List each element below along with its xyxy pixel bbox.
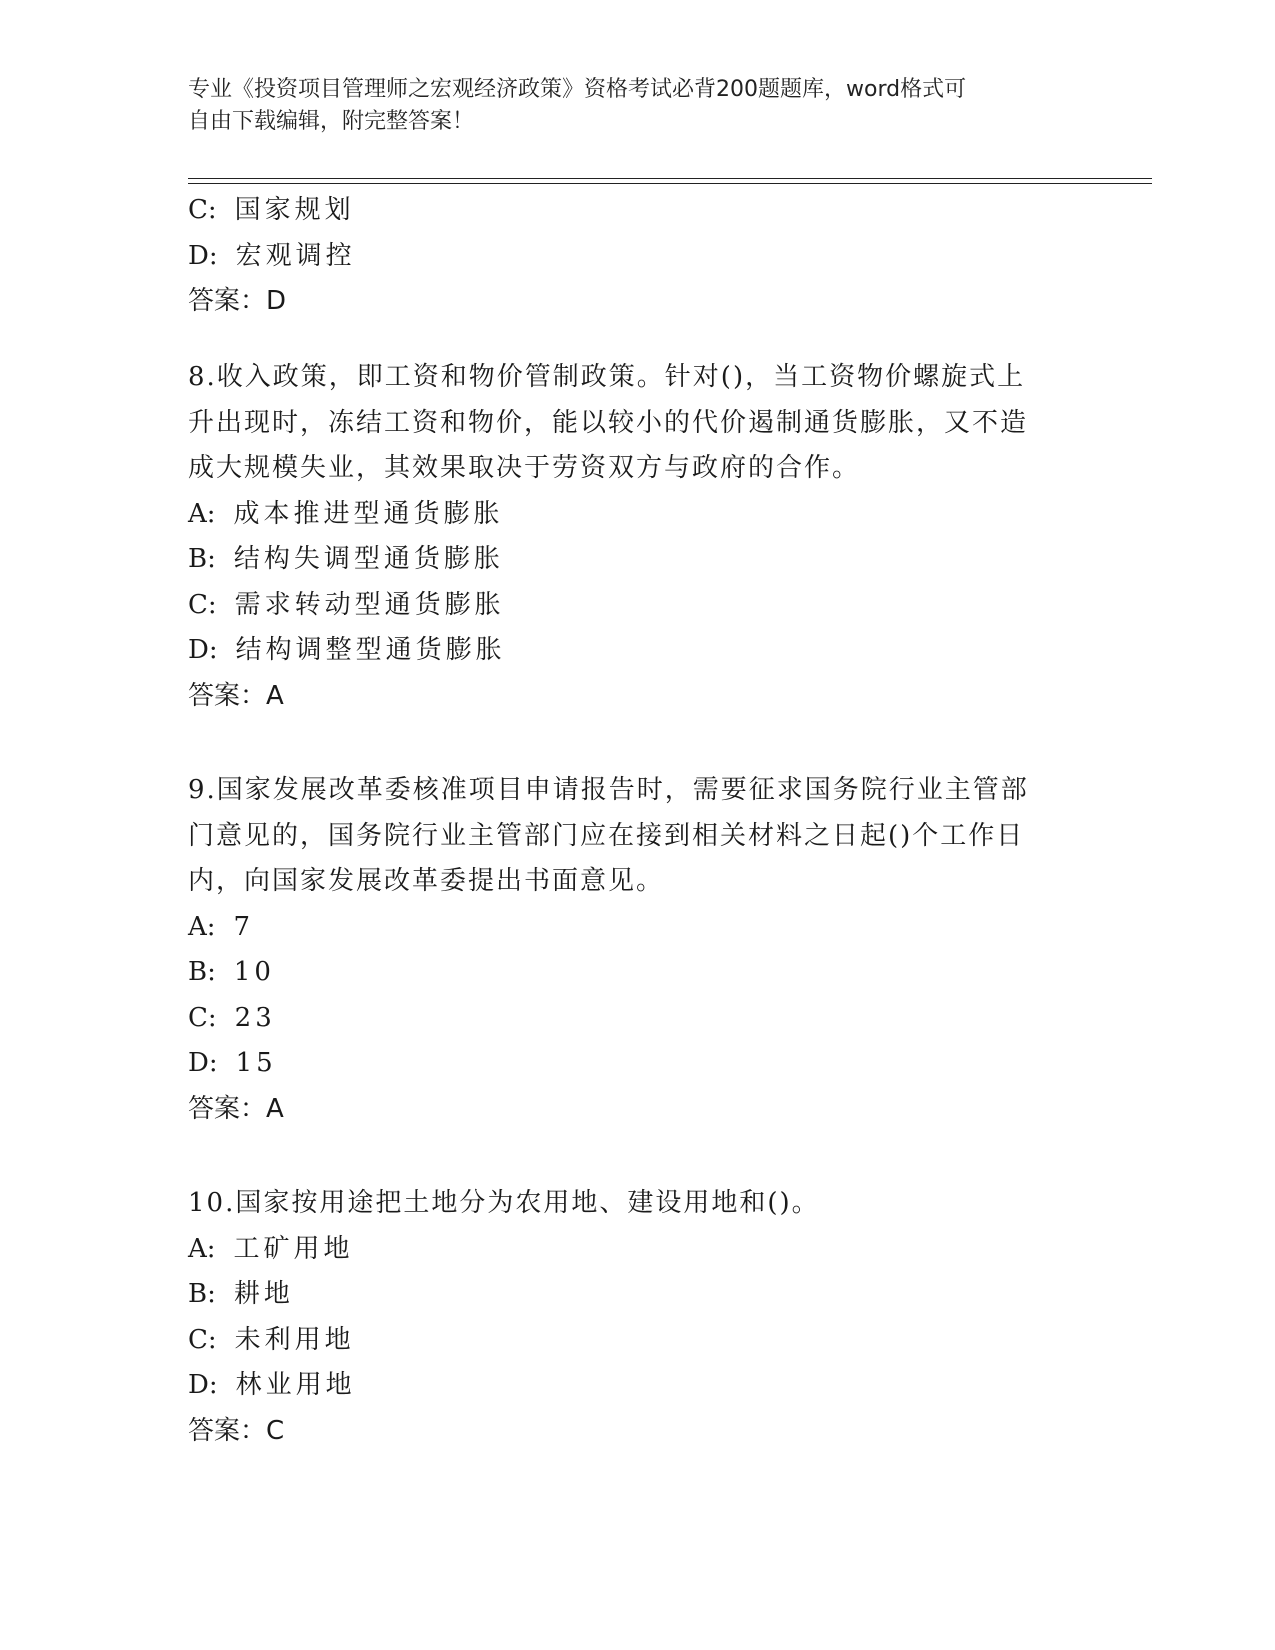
- option-label: C:: [188, 1324, 217, 1355]
- answer-line: 答案：D: [188, 286, 287, 316]
- option-text: 林业用地: [235, 1370, 356, 1400]
- option-c: [188, 583, 1068, 629]
- option-text: 23: [234, 1002, 276, 1033]
- option-text: 10: [233, 957, 275, 987]
- stem-line: 升出现时，冻结工资和物价，能以较小的代价遏制通货膨胀，又不造: [188, 407, 1029, 438]
- option-text: 结构失调型通货膨胀: [233, 544, 504, 574]
- option-c: [188, 1318, 1068, 1364]
- header-line-1: 专业《投资项目管理师之宏观经济政策》资格考试必背200题题库，word格式可: [188, 77, 967, 102]
- option-label: C:: [188, 195, 217, 225]
- option-text: 结构调整型通货膨胀: [235, 635, 506, 665]
- option-b: [188, 1272, 1068, 1318]
- option-label: A:: [188, 498, 216, 529]
- option-label: C:: [188, 589, 217, 620]
- answer-line: 答案：A: [188, 1093, 284, 1124]
- question-8: [188, 355, 1068, 719]
- option-label: D:: [188, 1370, 218, 1400]
- option-d: [188, 234, 1068, 280]
- option-text: 成本推进型通货膨胀: [233, 498, 504, 529]
- stem-line: 门意见的，国务院行业主管部门应在接到相关材料之日起()个工作日: [188, 820, 1025, 851]
- answer-line: 答案：C: [188, 1415, 285, 1446]
- header-line-2: 自由下载编辑，附完整答案！: [188, 109, 475, 134]
- option-label: C:: [188, 1002, 217, 1033]
- option-c: [188, 996, 1068, 1042]
- option-text: 耕地: [233, 1279, 294, 1309]
- option-label: A:: [188, 1233, 216, 1264]
- option-a: [188, 905, 1068, 951]
- option-label: B:: [188, 544, 216, 574]
- option-label: B:: [188, 957, 216, 987]
- option-label: D:: [188, 635, 218, 665]
- question-stem: [188, 355, 1068, 492]
- header-divider-bottom: [188, 183, 1152, 184]
- option-text: 7: [233, 911, 255, 942]
- option-label: D:: [188, 240, 218, 271]
- option-c: [188, 188, 1068, 234]
- option-label: D:: [188, 1048, 218, 1078]
- option-d: [188, 628, 1068, 674]
- stem-line: 成大规模失业，其效果取决于劳资双方与政府的合作。: [188, 453, 861, 483]
- option-text: 工矿用地: [233, 1233, 354, 1264]
- header-divider-top: [188, 178, 1152, 179]
- stem-line: 9.国家发展改革委核准项目申请报告时，需要征求国务院行业主管部: [188, 775, 1029, 805]
- question-7-tail: [188, 188, 1068, 325]
- option-text: 需求转动型通货膨胀: [234, 589, 505, 620]
- stem-line: 8.收入政策，即工资和物价管制政策。针对()，当工资物价螺旋式上: [188, 362, 1026, 392]
- option-label: A:: [188, 911, 216, 942]
- option-text: 15: [235, 1048, 277, 1078]
- option-text: 宏观调控: [235, 240, 356, 271]
- option-text: 国家规划: [234, 195, 355, 225]
- question-9: [188, 768, 1068, 1132]
- question-10: [188, 1181, 1068, 1454]
- option-d: [188, 1041, 1068, 1087]
- option-a: [188, 1227, 1068, 1273]
- option-label: B:: [188, 1279, 216, 1309]
- option-text: 未利用地: [234, 1324, 355, 1355]
- option-a: [188, 492, 1068, 538]
- option-b: [188, 537, 1068, 583]
- document-header: [188, 74, 1068, 138]
- stem-line: 10.国家按用途把土地分为农用地、建设用地和()。: [188, 1188, 820, 1218]
- option-d: [188, 1363, 1068, 1409]
- option-b: [188, 950, 1068, 996]
- answer-line: 答案：A: [188, 680, 284, 711]
- question-stem: [188, 768, 1068, 905]
- question-stem: [188, 1181, 1068, 1227]
- stem-line: 内，向国家发展改革委提出书面意见。: [188, 866, 665, 896]
